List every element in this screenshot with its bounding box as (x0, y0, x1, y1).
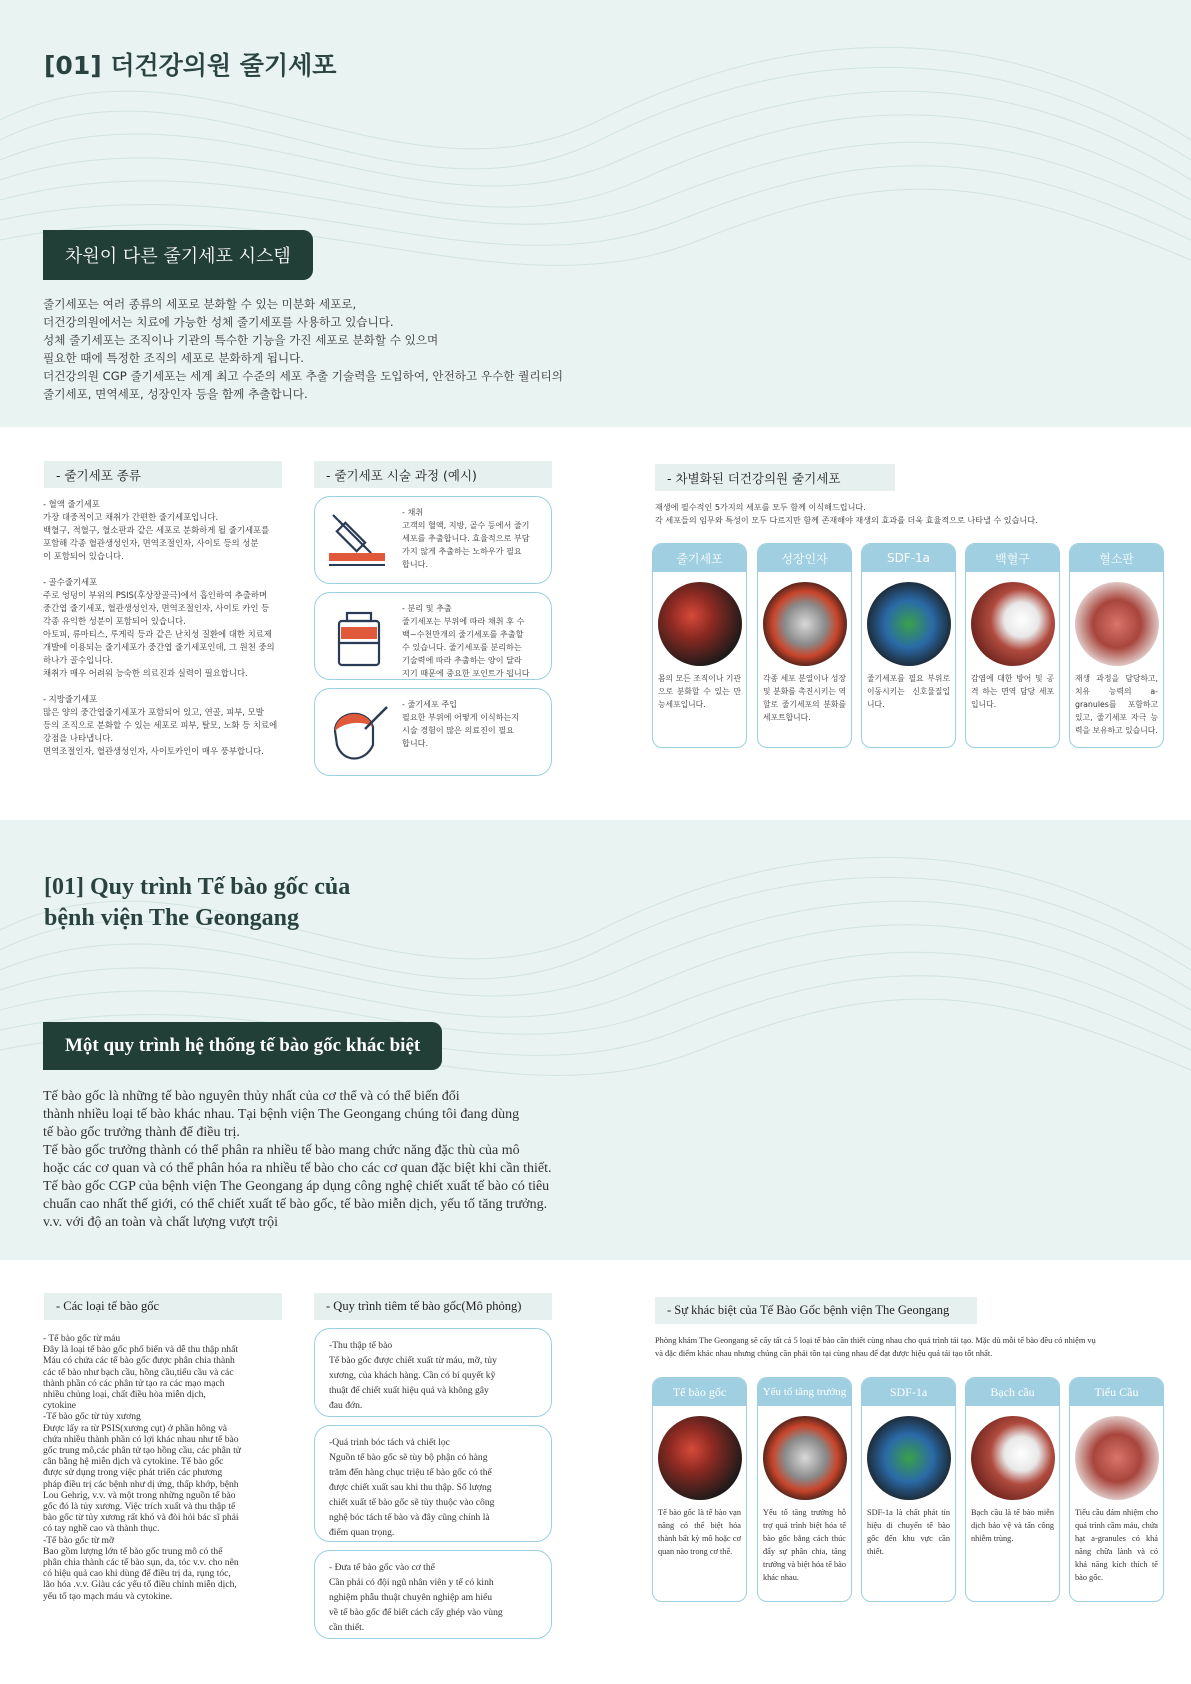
vi-intro-text: Tế bào gốc là những tế bào nguyên thủy nhất của cơ thể và có thể biến đổi thành nhiều loại tế bào khác nhau. Tại bệnh viện The Geongang chúng tôi đang dùng tế bào gốc trưởng thành để điều trị. Tế bào gốc trưởng thành có thể phân ra nhiều tế bào mang chức năng đặc thù của mô hoặc các cơ quan và có thể phân hóa ra nhiều tế bào cho các cơ quan đặc biệt khi cần thiết. Tế bào gốc CGP của bệnh viện The Geongang áp dụng công nghệ chiết xuất tế bào có tiêu chuẩn cao nhất thế giới, có thể chiết xuất tế bào gốc, tế bào miễn dịch, yếu tố tăng trưởng. v.v. với độ an toàn và chất lượng vượt trội (43, 1089, 552, 1230)
kr-header-band (0, 0, 1191, 427)
vi-header-band (0, 820, 1191, 1260)
vi-page-title: [01] Quy trình Tế bào gốc của bệnh viện The Geongang (44, 874, 351, 931)
face-injection-icon (325, 701, 393, 769)
vi-step-collect-text: -Thu thập tế bào Tế bào gốc được chiết xuất từ máu, mỡ, tủy xương, của khách hàng. Cần có bí quyết kỹ thuật để chiết xuất hiệu quả và không gây đau đớn. (329, 1340, 497, 1411)
kr-intro-text: 줄기세포는 여러 종류의 세포로 분화할 수 있는 미분화 세포로, 더건강의원에서는 치료에 가능한 성체 줄기세포를 사용하고 있습니다. 성체 줄기세포는 조직이나 기관의 특수한 기능을 가진 세포로 분화할 수 있으며 필요한 때에 특정한 조직의 세포로 분화하게 됩니다. 더건강의원 CGP 줄기세포는 세계 최고 수준의 세포 추출 기술력을 도입하여, 안전하고 우수한 퀄리티의 줄기세포, 면역세포, 성장인자 등을 함께 추출합니다. (43, 297, 563, 401)
card-desc: Bạch cầu là tế bào miễn dịch bảo vệ và tấn công nhiễm trùng. (971, 1508, 1054, 1543)
protein-image (867, 582, 951, 666)
vi-card-stemcell (652, 1377, 747, 1602)
vi-section-pill: Một quy trình hệ thống tế bào gốc khác biệt (43, 1022, 442, 1070)
molecule-image (763, 1416, 847, 1500)
protein-image (867, 1416, 951, 1500)
kr-step-collect (314, 496, 552, 584)
kr-card-wbc (965, 543, 1060, 748)
kr-section-pill: 차원이 다른 줄기세포 시스템 (43, 230, 313, 280)
card-desc: Yếu tố tăng trưởng hỗ trợ quá trình biệt hóa tế bào gốc bằng cách thúc đẩy sự phân chia, tăng trưởng và biệt hóa tế bào khác nhau. (763, 1508, 846, 1582)
vi-step-separate-text: -Quá trình bóc tách và chiết lọc Nguồn tế bào gốc sẽ tùy bộ phận có hàng trăm đến hàng chục triệu tế bào gốc có thể được chiết xuất sau khi thu thập. Số lượng chiết xuất tế bào gốc sẽ tùy thuộc vào công nghệ bóc tách tế bào và đây cũng chính là điểm quan trọng. (329, 1437, 495, 1538)
card-title: SDF-1a (862, 1378, 955, 1406)
card-title: SDF-1a (862, 544, 955, 572)
white-blood-cell-image (971, 582, 1055, 666)
kr-card-growthfactor (757, 543, 852, 748)
card-desc: Tế bào gốc là tế bào vạn năng có thể biệt hóa thành bất kỳ mô hoặc cơ quan nào trong cơ thể. (658, 1508, 741, 1556)
vi-step-inject (314, 1550, 552, 1639)
platelet-image (1075, 1416, 1159, 1500)
syringe-icon (325, 509, 393, 577)
vi-diff-desc: Phòng khám The Geongang sẽ cấy tất cả 5 loại tế bào cần thiết cùng nhau cho quá trình tái tạo. Mặc dù mỗi tế bào đều có nhiệm vụ và đặc điểm khác nhau nhưng chúng cần phải tồn tại cùng nhau để đạt được hiệu quả tái tạo tốt nhất. (655, 1336, 1096, 1358)
card-title: 혈소판 (1070, 544, 1163, 572)
kr-card-sdf (861, 543, 956, 748)
vi-card-platelet (1069, 1377, 1164, 1602)
white-blood-cell-image (971, 1416, 1055, 1500)
kr-diff-desc: 재생에 필수적인 5가지의 세포를 모두 함께 이식해드립니다. 각 세포들의 임무와 특성이 모두 다르지만 함께 존재해야 재생의 효과를 더욱 효율적으로 나타낼 수 있습니다. (655, 502, 1038, 525)
kr-diff-heading: - 차별화된 더건강의원 줄기세포 (655, 464, 895, 491)
kr-step-inject (314, 688, 552, 776)
card-title: 백혈구 (966, 544, 1059, 572)
kr-page-title: [01] 더건강의원 줄기세포 (44, 51, 337, 80)
kr-types-heading: - 줄기세포 종류 (44, 461, 282, 488)
card-desc: 재생 과정을 담당하고, 치유 능력의 a-granules를 포함하고 있고, 줄기세포 자극 능력을 보유하고 있습니다. (1075, 674, 1158, 735)
card-desc: 감염에 대한 방어 및 공격 하는 면역 담당 세포입니다. (971, 674, 1054, 709)
kr-card-stemcell (652, 543, 747, 748)
card-desc: 줄기세포를 필요 부위로 이동시키는 신호물질입니다. (867, 674, 950, 709)
card-desc: 각종 세포 분열이나 성장 및 분화를 촉진시키는 역할로 줄기세포의 분화를 세포트합니다. (763, 674, 846, 722)
vi-step-collect (314, 1328, 552, 1417)
vi-types-heading: - Các loại tế bào gốc (44, 1293, 282, 1320)
kr-step-separate (314, 592, 552, 680)
card-title: Bạch cầu (966, 1378, 1059, 1406)
kr-card-platelet (1069, 543, 1164, 748)
kr-process-heading: - 줄기세포 시술 과정 (예시) (314, 461, 552, 488)
card-desc: 몸의 모든 조직이나 기관으로 분화할 수 있는 만능세포입니다. (658, 674, 741, 709)
cooler-box-icon (325, 605, 393, 673)
vi-diff-heading: - Sự khác biệt của Tế Bào Gốc bệnh viện The Geongang (655, 1297, 977, 1324)
vi-step-inject-text: - Đưa tế bào gốc vào cơ thể Cần phải có đội ngũ nhân viên y tế có kinh nghiệm phẫu thuật chuyên nghiệp am hiểu về tế bào gốc để biết cách cấy ghép vào vùng cần thiết. (329, 1562, 503, 1633)
kr-step-inject-text: - 줄기세포 주입 필요한 부위에 어떻게 이식하는지 시술 경험이 많은 의료진이 필요 합니다. (402, 699, 520, 748)
kr-step-collect-text: - 채취 고객의 혈액, 지방, 골수 등에서 줄기 세포를 추출합니다. 효율적으로 부담 가지 않게 추출하는 노하우가 필요 합니다. (402, 507, 530, 569)
card-desc: Tiểu cầu đảm nhiệm cho quá trình cầm máu, chứa hạt a-granules có khả năng chữa lành và có khả năng kích thích tế bào gốc. (1075, 1508, 1158, 1582)
molecule-image (763, 582, 847, 666)
vi-card-sdf (861, 1377, 956, 1602)
card-title: Tế bào gốc (653, 1378, 746, 1406)
card-title: 줄기세포 (653, 544, 746, 572)
kr-step-separate-text: - 분리 및 추출 줄기세포는 부위에 따라 채취 후 수 백~수천만개의 줄기세포를 추출할 수 있습니다. 줄기세포를 분리하는 기술력에 따라 추출하는 양이 달라 지기 때문에 중요한 포인트가 됩니다 (402, 603, 530, 678)
vi-step-separate (314, 1425, 552, 1542)
card-title: Tiểu Cầu (1070, 1378, 1163, 1406)
vi-process-heading: - Quy trình tiêm tế bào gốc(Mô phỏng) (314, 1293, 552, 1320)
vi-card-growthfactor (757, 1377, 852, 1602)
kr-types-text: - 혈액 줄기세포 가장 대중적이고 채취가 간편한 줄기세포입니다. 백혈구, 적혈구, 혈소판과 같은 세포로 분화하게 될 줄기세포를 포함해 각종 혈관생성인자, 면역조절인자, 사이토 등의 성분 이 포함되어 있습니다. - 골수줄기세포 주로 엉덩이 부위의 PSIS(후상장골극)에서 흡인하여 추출하며 중간엽 줄기세포, 혈관생성인자, 면역조절인자, 사이토 카인 등 각종 유익한 성분이 포함되어 있습니다. 아토피, 류마티스, 루게릭 등과 같은 난치성 질환에 대한 치료제 개발에 이용되는 줄기세포가 중간엽 줄기세포인데, 그 원천 중의 하나가 골수입니다. 채취가 매우 어려워 능숙한 의료진과 실력이 필요합니다. - 지방줄기세포 많은 양의 중간엽줄기세포가 포함되어 있고, 연골, 피부, 모발 등의 조직으로 분화할 수 있는 세포로 피부, 탈모, 노화 등 치료에 강점을 나타냅니다. 면역조절인자, 혈관생성인자, 사이토카인이 매우 풍부합니다. (43, 499, 278, 756)
platelet-image (1075, 582, 1159, 666)
card-desc: SDF-1a là chất phát tín hiệu di chuyển tế bào gốc đến khu vực cần thiết. (867, 1508, 950, 1556)
vi-types-text: - Tế bào gốc từ máu Đây là loại tế bào gốc phổ biến và dễ thu thập nhất Máu có chứa các tế bào gốc được phân chia thành các tế bào như bạch cầu, hồng cầu,tiểu cầu và các thành phần có các phân tử tạo ra các mạo mạch nhiều chủng loại, chất điều hòa miễn dịch, cytokine -Tế bào gốc từ tủy xương Được lấy ra từ PSIS(xương cụt) ở phần hông và chứa nhiều thành phần có lợi khác nhau như tế bào gốc trung mô,các phân tử tạo hồng cầu, các phân tử cân bằng hệ miễn dịch và cytokine. Tế bào gốc được sử dụng trong việc phát triển các phương pháp điều trị các bệnh như dị ứng, thấp khớp, bệnh Lou Gehrig, v.v. và một trong những nguồn tế bào gốc đó là tủy xương. Việc trích xuất và thu thập tế bào gốc từ tủy xương rất khó và đòi hỏi bác sĩ phải có tay nghề cao và thành thục. -Tế bào gốc từ mỡ Bao gồm lượng lớn tế bào gốc trung mô có thể phân chia thành các tế bào sụn, da, tóc v.v. cho nên có hiệu quả cao khi dùng để điều trị da, rụng tóc, lão hóa .v.v. Giàu các yếu tố điều chỉnh miễn dịch, yếu tố tạo mạch máu và cytokine. (43, 1333, 241, 1602)
card-title: 성장인자 (758, 544, 851, 572)
vi-card-wbc (965, 1377, 1060, 1602)
stem-cell-image (658, 1416, 742, 1500)
card-title: Yếu tố tăng trưởng (758, 1378, 851, 1406)
stem-cell-image (658, 582, 742, 666)
